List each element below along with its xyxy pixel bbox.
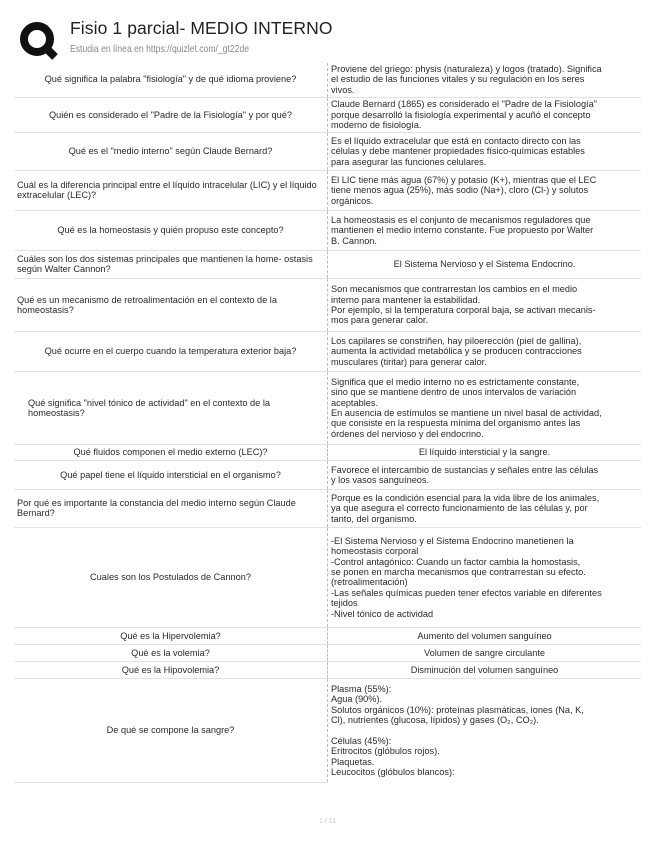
page-number: 1 / 11 bbox=[319, 818, 336, 825]
table-row bbox=[14, 662, 641, 679]
answer-cell: Porque es la condición esencial para la vida libre de los animales, ya que asegura el correcto funcionamiento de las células y, por tanto, del organismo. bbox=[328, 490, 642, 528]
table-row bbox=[14, 528, 641, 628]
table-row bbox=[14, 628, 641, 645]
question-cell: Cuáles son los dos sistemas principales que mantienen la home- ostasis según Walter Cannon? bbox=[14, 251, 328, 279]
answer-cell: El Sistema Nervioso y el Sistema Endocrino. bbox=[328, 251, 642, 279]
answer-cell: Los capilares se constriñen, hay piloerección (piel de gallina), aumenta la actividad metabólica y se producen contracciones musculares (tiritar) para generar calor. bbox=[328, 332, 642, 372]
table-row bbox=[14, 251, 641, 279]
table-row bbox=[14, 98, 641, 133]
question-cell: Por qué es importante la constancia del medio interno según Claude Bernard? bbox=[14, 490, 328, 528]
answer-cell: Aumento del volumen sanguíneo bbox=[328, 628, 642, 645]
document-subtitle: Estudia en línea en https://quizlet.com/_gt22de bbox=[70, 43, 250, 55]
answer-cell: El LIC tiene más agua (67%) y potasio (K+), mientras que el LEC tiene menos agua (25%), más sodio (Na+), cloro (Cl-) y solutos orgánicos. bbox=[328, 171, 642, 211]
answer-cell: Es el líquido extracelular que está en contacto directo con las células y debe mantener propiedades físico-químicas estables para asegurar las funciones celulares. bbox=[328, 133, 642, 171]
question-cell: Qué es un mecanismo de retroalimentación en el contexto de la homeostasis? bbox=[14, 279, 328, 332]
answer-cell: -El Sistema Nervioso y el Sistema Endocrino manetienen la homeostasis corporal -Control antagónico: Cuando un factor cambia la homostasis, se ponen en marcha mecanismos que contrarrestan su efecto. (retroalimentación) -Las señales químicas pueden tener efectos variable en diferentes tejidos -Nivel tónico de actividad bbox=[328, 528, 642, 628]
question-cell: Cuales son los Postulados de Cannon? bbox=[14, 528, 328, 628]
table-row bbox=[14, 332, 641, 372]
answer-cell: El líquido intersticial y la sangre. bbox=[328, 445, 642, 461]
table-row bbox=[14, 679, 641, 783]
table-row bbox=[14, 461, 641, 490]
table-row bbox=[14, 490, 641, 528]
question-cell: Qué fluidos componen el medio externo (LEC)? bbox=[14, 445, 328, 461]
table-row bbox=[14, 279, 641, 332]
answer-cell: La homeostasis es el conjunto de mecanismos reguladores que mantienen el medio interno constante. Fue propuesto por Walter B. Cannon. bbox=[328, 211, 642, 251]
question-cell: Qué ocurre en el cuerpo cuando la temperatura exterior baja? bbox=[14, 332, 328, 372]
table-row bbox=[14, 133, 641, 171]
question-cell: Qué significa la palabra "fisiología" y de qué idioma proviene? bbox=[14, 63, 328, 98]
table-row bbox=[14, 372, 641, 445]
answer-cell: Favorece el intercambio de sustancias y señales entre las células y los vasos sanguíneos. bbox=[328, 461, 642, 490]
quizlet-logo-icon bbox=[18, 20, 58, 60]
document-title: Fisio 1 parcial- MEDIO INTERNO bbox=[70, 18, 333, 38]
table-row bbox=[14, 211, 641, 251]
table-row bbox=[14, 171, 641, 211]
table-row bbox=[14, 63, 641, 98]
question-cell: Qué papel tiene el líquido intersticial en el organismo? bbox=[14, 461, 328, 490]
answer-cell: Plasma (55%): Agua (90%). Solutos orgánicos (10%): proteínas plasmáticas, iones (Na, K, Cl), nutrientes (glucosa, lípidos) y gases (O₂, CO₂). Células (45%): Eritrocitos (glóbulos rojos). Plaquetas. Leucocitos (glóbulos blancos): bbox=[328, 679, 642, 783]
question-cell: Qué significa "nivel tónico de actividad" en el contexto de la homeostasis? bbox=[14, 372, 328, 445]
page-header bbox=[18, 14, 638, 60]
question-cell: Qué es la Hipovolemia? bbox=[14, 662, 328, 679]
flashcard-table bbox=[14, 63, 641, 783]
answer-cell: Claude Bernard (1865) es considerado el "Padre de la Fisiología" porque desarrolló la fisiología experimental y acuñó el concepto moderno de fisiología. bbox=[328, 98, 642, 133]
question-cell: Qué es la Hipervolemia? bbox=[14, 628, 328, 645]
question-cell: Qué es la volemia? bbox=[14, 645, 328, 662]
answer-cell: Significa que el medio interno no es estrictamente constante, sino que se mantiene dentro de unos intervalos de variación aceptables. En ausencia de estímulos se mantiene un nivel basal de actividad, que consiste en la respuesta mínima del organismo antes las órdenes del nervioso y del endocrino. bbox=[328, 372, 642, 445]
answer-cell: Volumen de sangre circulante bbox=[328, 645, 642, 662]
question-cell: Quién es considerado el "Padre de la Fisiología" y por qué? bbox=[14, 98, 328, 133]
question-cell: Qué es la homeostasis y quién propuso este concepto? bbox=[14, 211, 328, 251]
question-cell: Cuál es la diferencia principal entre el líquido intracelular (LIC) y el líquido extracelular (LEC)? bbox=[14, 171, 328, 211]
answer-cell: Proviene del griego: physis (naturaleza) y logos (tratado). Significa el estudio de las funciones vitales y su regulación en los seres vivos. bbox=[328, 63, 642, 98]
answer-cell: Son mecanismos que contrarrestan los cambios en el medio interno para mantener la estabilidad. Por ejemplo, si la temperatura corporal baja, se activan mecanis- mos para generar calor. bbox=[328, 279, 642, 332]
table-row bbox=[14, 645, 641, 662]
question-cell: Qué es el "medio interno" según Claude Bernard? bbox=[14, 133, 328, 171]
question-cell: De qué se compone la sangre? bbox=[14, 679, 328, 783]
table-row bbox=[14, 445, 641, 461]
answer-cell: Disminución del volumen sanguíneo bbox=[328, 662, 642, 679]
